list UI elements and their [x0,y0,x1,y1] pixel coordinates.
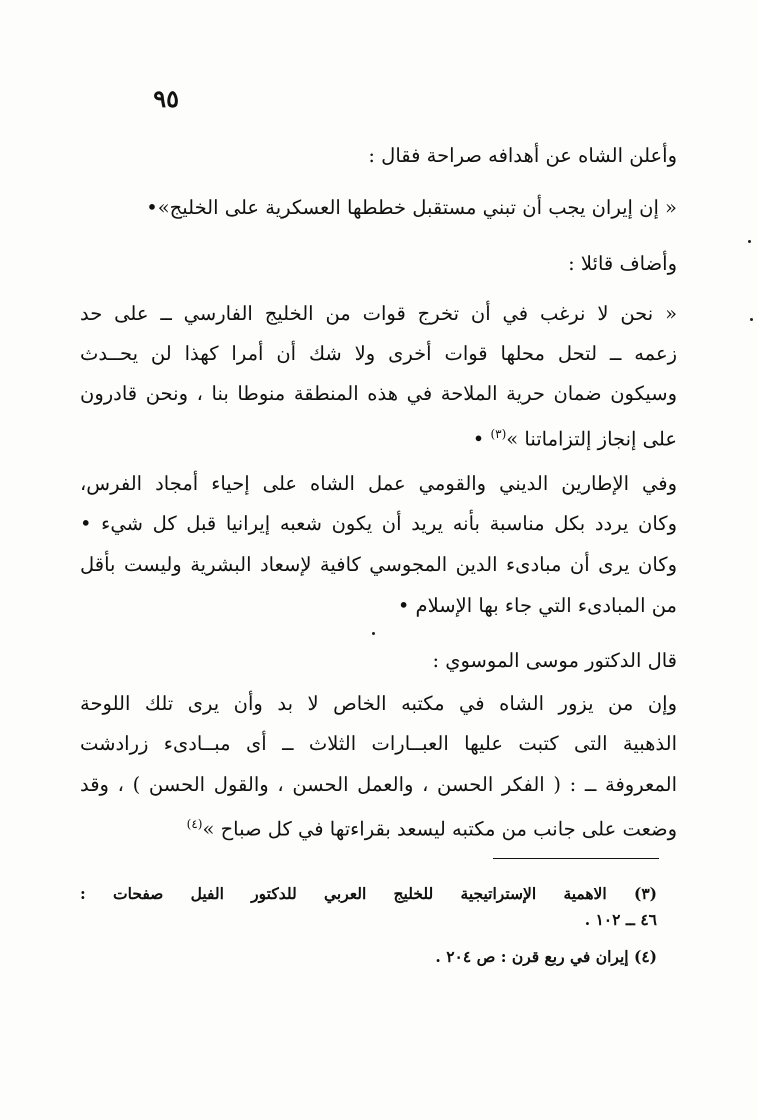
quote-line: المعروفة ــ : ( الفكر الحسن ، والعمل الحسن ، والقول الحسن ) ، وقد [80,773,677,796]
paragraph-line: قال الدكتور موسى الموسوي : [432,649,677,672]
quote-line: وإن من يزور الشاه في مكتبه الخاص لا بد وأن يرى تلك اللوحة [80,692,677,715]
paragraph-line: وأعلن الشاه عن أهدافه صراحة فقال : [368,144,677,167]
footnote-ref-4: (٤) [186,817,203,831]
footnote-3: (٣) الاهمية الإستراتيجية للخليج العربي للدكتور الفيل صفحات : [80,884,657,903]
quote-line: « نحن لا نرغب في أن تخرج قوات من الخليج الفارسي ــ على حد [80,302,677,325]
quote-line-end [473,420,677,454]
footnote-rule [493,858,659,859]
paragraph-line: وكان يردد بكل مناسبة بأنه يريد أن يكون شعبه إيرانيا قبل كل شيء • [80,512,677,535]
paragraph-line: من المبادىء التي جاء بها الإسلام • [397,594,677,617]
quote-line: زعمه ــ لتحل محلها قوات أخرى ولا شك أن أمرا كهذا لن يحــدث [80,342,677,365]
page-number: ٩٥ [153,84,179,113]
paragraph-line: وكان يرى أن مبادىء الدين المجوسي كافية لإسعاد البشرية وليست بأقل [80,553,677,576]
footnote-3-continued: ٤٦ ــ ١٠٢ . [584,910,657,929]
quote-text: على إنجاز إلتزاماتنا » [506,427,677,451]
scan-speck [750,318,753,321]
quote-line-end [187,810,677,844]
quote-text: وضعت على جانب من مكتبه ليسعد بقراءتها في كل صباح » [202,817,677,841]
full-stop: • [472,427,491,451]
paragraph-line: وفي الإطارين الديني والقومي عمل الشاه على إحياء أمجاد الفرس، [80,472,677,495]
footnote-ref-3: (٣) [490,427,507,441]
quote-line: « إن إيران يجب أن تبني مستقبل خططها العسكرية على الخليج»• [146,196,677,219]
quote-line: وسيكون ضمان حرية الملاحة في هذه المنطقة منوطا بنا ، ونحن قادرون [80,382,677,405]
footnote-4: (٤) إيران في ربع قرن : ص ٢٠٤ . [435,947,657,966]
scan-speck [372,632,375,635]
quote-line: الذهبية التى كتبت عليها العبــارات الثلاث ــ أى مبــادىء زرادشت [80,732,677,755]
scan-speck [748,240,751,243]
paragraph-line: وأضاف قائلا : [568,252,677,275]
